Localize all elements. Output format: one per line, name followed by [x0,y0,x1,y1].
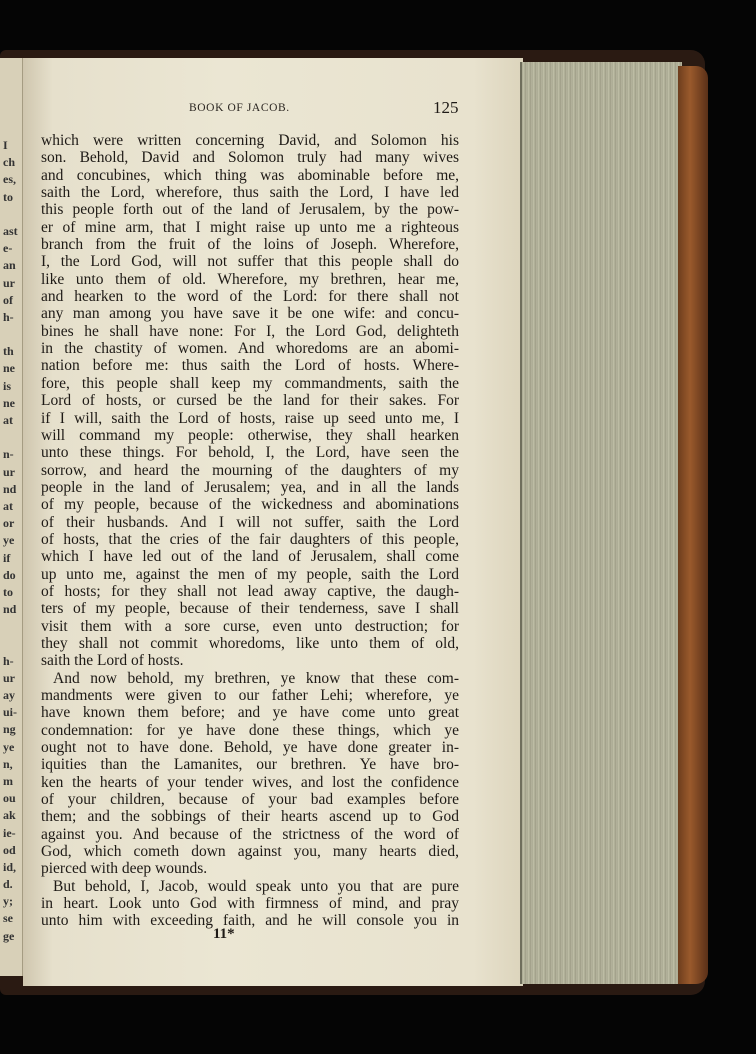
leather-cover-edge [678,66,708,984]
signature-mark: 11* [213,926,235,942]
left-page-fragment [3,617,22,634]
left-page-fragment: ur [3,670,15,685]
text-line: people in the land of Jerusalem; yea, and in all the lands [41,478,459,496]
text-line: bines he shall have none: For I, the Lord God, delighteth [41,322,459,340]
text-line: of your children, because of your bad examples before [41,791,459,809]
left-page-fragment: ou [3,791,16,806]
text-line: ought not to have done. Behold, ye have done greater in- [41,739,459,757]
text-line: Lord of hosts, or cursed be the land for their sakes. For [41,392,459,410]
text-line: condemnation: for ye have done these things, which ye [41,721,459,739]
text-line: of my people, because of the wickedness and abominations [41,496,459,514]
left-page-fragment: n, [3,756,13,771]
left-page-fragments [0,58,22,944]
page-fore-edge [520,62,682,984]
left-page-fragment: of [3,292,13,307]
left-page-fragment [3,428,22,445]
text-line: will command my people: otherwise, they shall hearken [41,426,459,444]
text-line: I, the Lord God, will not suffer that this people shall do [41,253,459,271]
left-page-fragment: m [3,773,13,788]
left-page-fragment: ne [3,395,15,410]
text-line: pierced with deep wounds. [41,860,208,878]
text-line: and hearken to the word of the Lord: for there shall not [41,288,459,306]
text-line: iquities than the Lamanites, our brethren. Ye have bro- [41,756,459,774]
text-line: mandments were given to our father Lehi; wherefore, ye [41,687,459,704]
text-line: of their husbands. And I will not suffer, saith the Lord [41,513,459,531]
left-page-fragment: h- [3,309,14,324]
left-page-fragment: es, [3,172,16,187]
text-line: But behold, I, Jacob, would speak unto you that are pure [53,877,459,895]
text-line: nation before me: thus saith the Lord of hosts. Where- [41,357,459,375]
text-line: which were written concerning David, and Solomon his [41,132,459,149]
left-page-fragment: at [3,498,13,513]
left-page-fragment: th [3,344,14,359]
body-text [41,132,459,930]
text-line: which I have led out of the land of Jerusalem, shall come [41,548,459,566]
left-page-fragment: ng [3,722,16,737]
text-line: they shall not commit whoredoms, like unto them of old, [41,634,459,652]
left-page-fragment: ast [3,223,18,238]
text-line: God, which cometh down against you, many hearts died, [41,843,459,861]
text-line: ters of my people, because of their tenderness, save I shall [41,600,459,618]
left-page-fragment: to [3,189,13,204]
text-line: unto these things. For behold, I, the Lord, have seen the [41,444,459,462]
text-line: them; and the sobbings of their hearts ascend up to God [41,808,459,826]
text-line: against you. And because of the strictness of the word of [41,825,459,843]
left-page-fragment: at [3,413,13,427]
left-page-fragment: id, [3,859,17,874]
running-title: BOOK OF JACOB. [189,102,290,114]
left-page-fragment: nd [3,602,17,617]
left-page-fragment: an [3,258,16,273]
left-page-edge [0,58,24,976]
left-page-fragment: if [3,550,11,565]
text-line: like unto them of old. Wherefore, my brethren, hear me, [41,270,459,288]
text-line: of hosts, that the cries of the fair daughters of this people, [41,530,459,548]
text-line: this people forth out of the land of Jerusalem, by the pow- [41,201,459,219]
text-line: sorrow, and heard the mourning of the daughters of my [41,461,459,479]
running-head [23,100,523,120]
left-page-fragment: ay [3,688,15,702]
left-page-fragment [3,205,22,222]
left-page-fragment: ur [3,464,15,479]
text-line: of hosts; for they shall not lead away captive, the daugh- [41,582,459,600]
left-page-fragment: ye [3,739,15,754]
text-line: have known them before; and ye have come unto great [41,704,459,722]
page-number: 125 [433,98,459,117]
text-line: saith the Lord, wherefore, thus saith the Lord, I have led [41,184,459,202]
left-page-fragment: nd [3,481,17,496]
left-page-fragment: se [3,911,13,926]
text-line: er of mine arm, that I might raise up unto me a righteous [41,218,459,236]
left-page-fragment [3,325,22,342]
text-line: branch from the fruit of the loins of Joseph. Wherefore, [41,236,459,254]
text-line: fore, this people shall keep my commandments, saith the [41,374,459,392]
text-line: any man among you have save it be one wife: and concu- [41,305,459,323]
left-page-fragment: to [3,584,13,599]
left-page-fragment: d. [3,877,13,892]
left-page-fragment: is [3,378,12,393]
text-line: ken the hearts of your tender wives, and lost the confidence [41,773,459,791]
text-line: And now behold, my brethren, ye know that these com- [53,669,459,687]
right-page [23,58,523,986]
left-page-fragment: n- [3,447,14,462]
text-line: up unto me, against the men of my people, saith the Lord [41,565,459,583]
left-page-fragment: or [3,516,15,531]
text-line: unto him with exceeding faith, and he will console you in [41,912,459,930]
left-page-fragment [3,634,22,651]
left-page-fragment: ge [3,928,15,943]
left-page-fragment: I [3,138,8,152]
text-line: visit them with a sore curse, even unto destruction; for [41,617,459,635]
left-page-fragment: ne [3,361,15,376]
text-line: saith the Lord of hosts. [41,652,184,670]
left-page-fragment: ie- [3,825,16,840]
text-line: and concubines, which thing was abominable before me, [41,166,459,184]
text-line: in heart. Look unto God with firmness of mind, and pray [41,895,459,913]
text-line: if I will, saith the Lord of hosts, raise up seed unto me, I [41,409,459,427]
left-page-fragment: ak [3,808,16,823]
left-page-fragment: ch [3,155,15,170]
left-page-fragment: y; [3,894,13,909]
left-page-fragment: ye [3,533,15,548]
left-page-fragment: ui- [3,705,18,720]
left-page-fragment: od [3,842,16,857]
left-page-fragment: do [3,567,16,582]
text-line: in the chastity of women. And whoredoms are an abomi- [41,340,459,358]
text-line: son. Behold, David and Solomon truly had many wives [41,149,459,167]
left-page-fragment: e- [3,241,13,256]
left-page-fragment: ur [3,275,15,290]
left-page-fragment: h- [3,653,14,668]
